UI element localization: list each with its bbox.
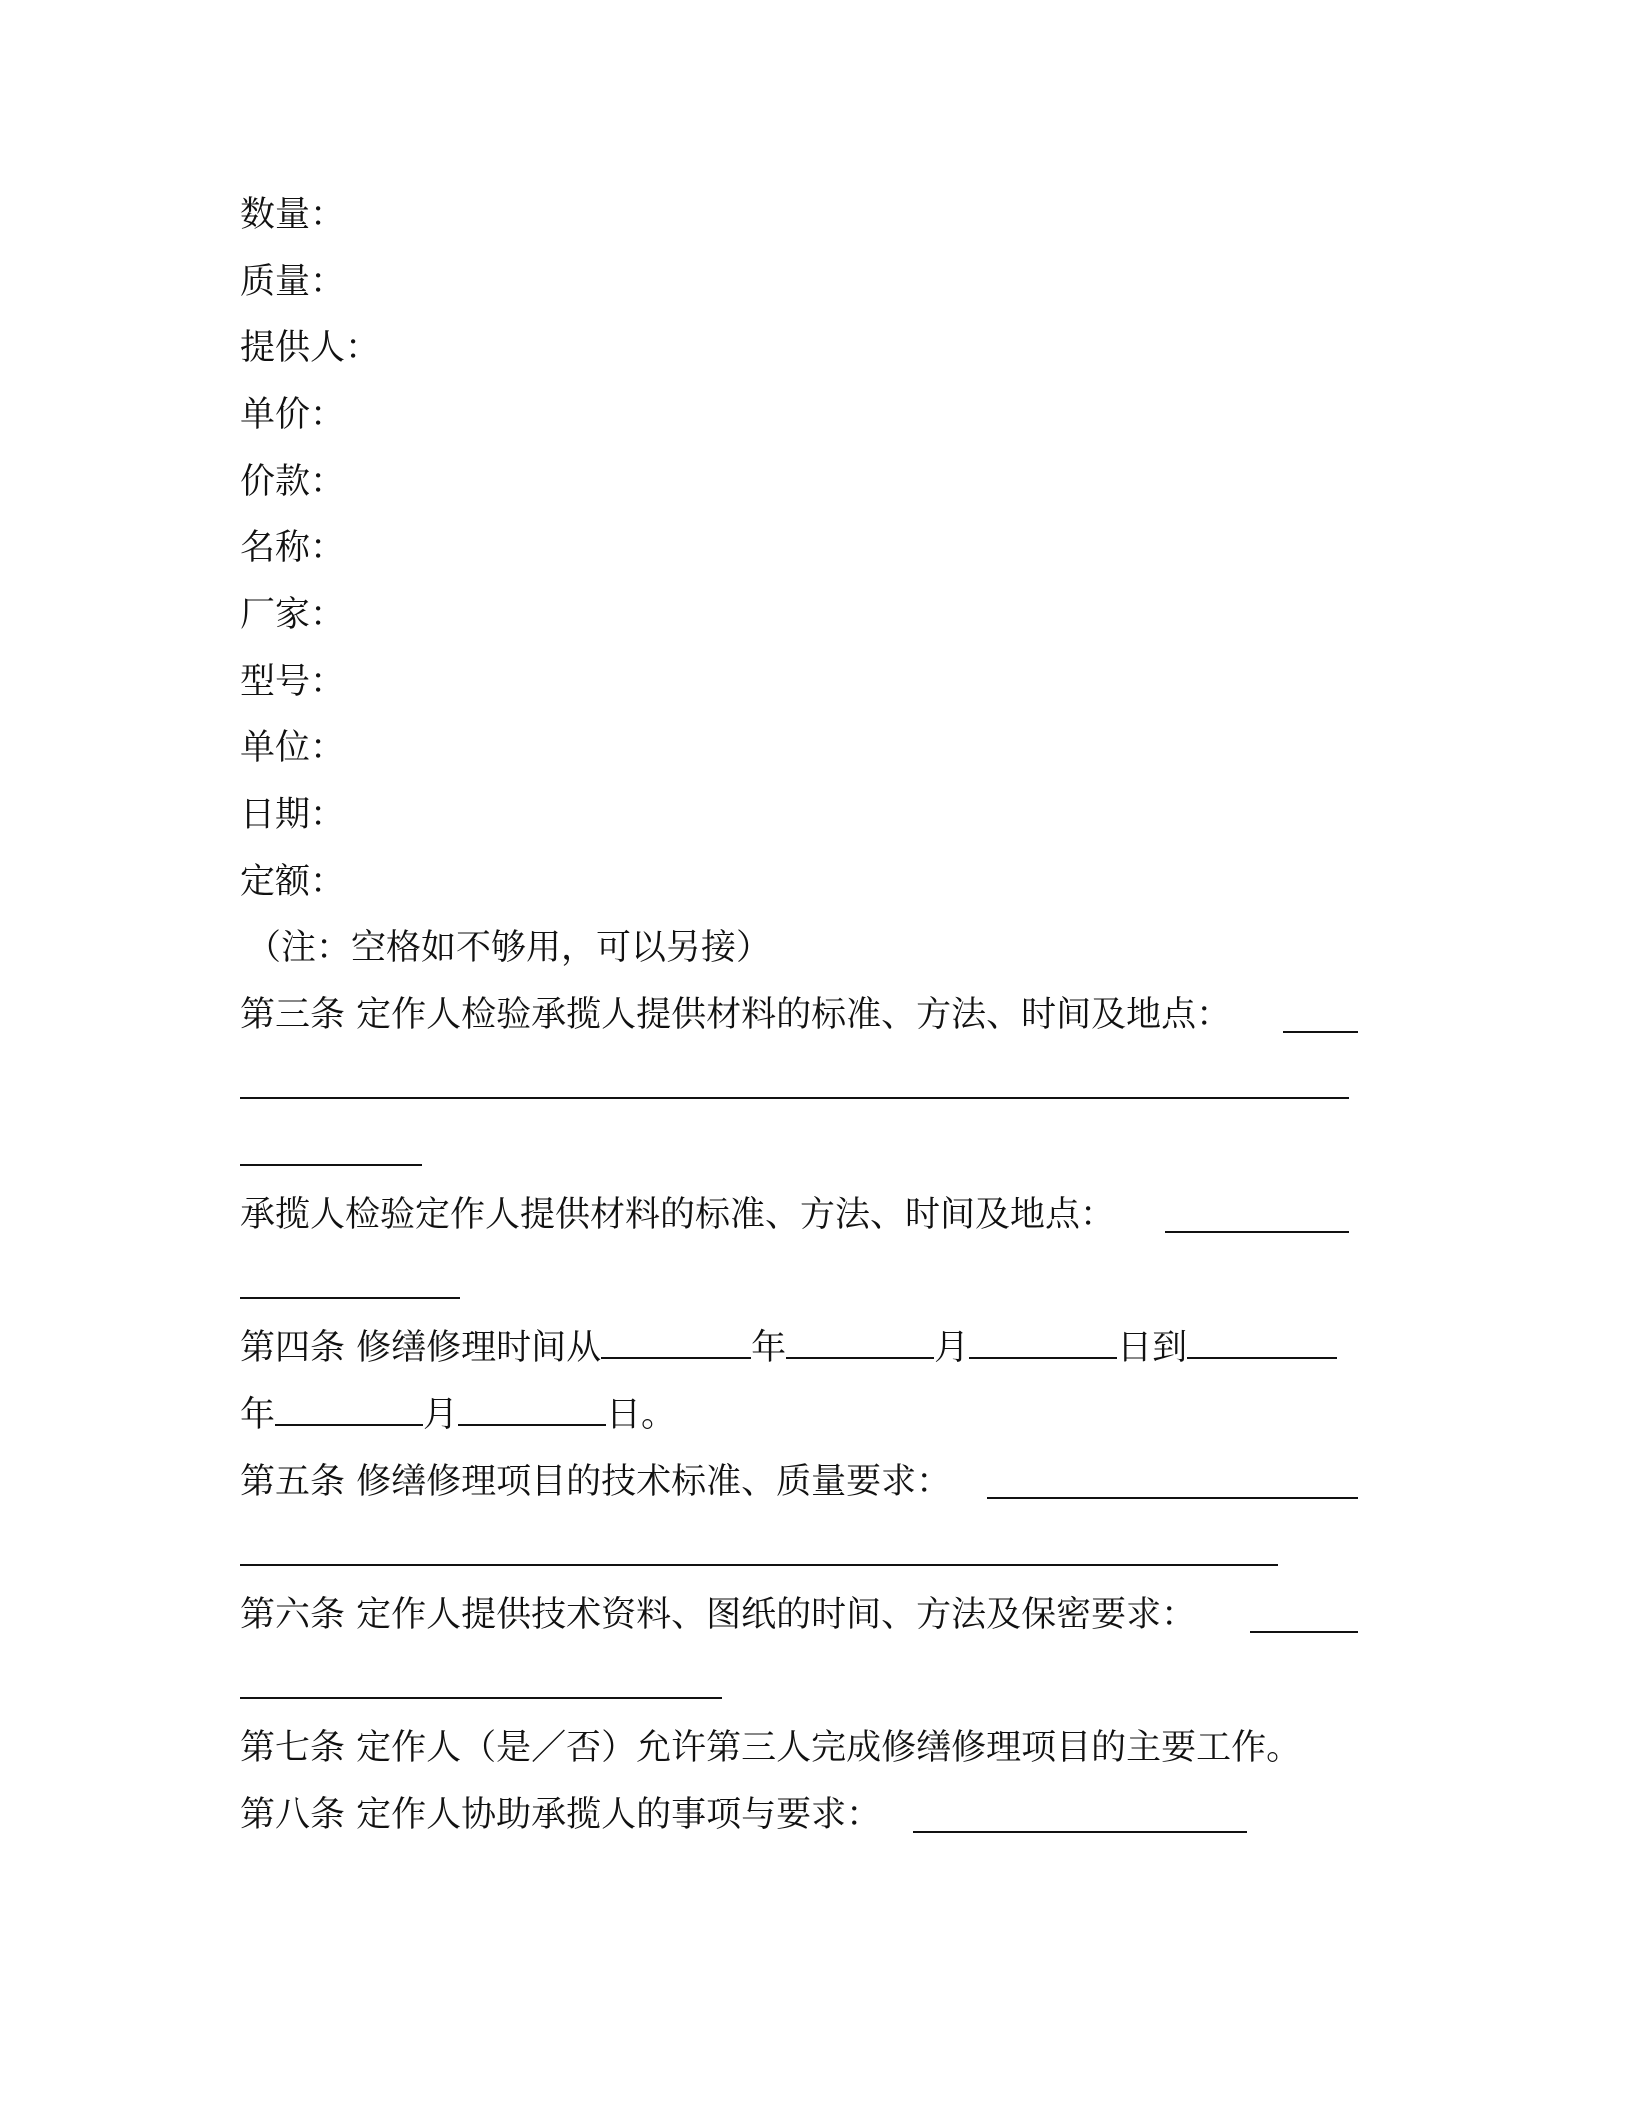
field-quota: 定额： — [240, 862, 346, 902]
article-5-blank-1 — [987, 1497, 1358, 1499]
field-model: 型号： — [240, 662, 346, 702]
article-6-blank-2 — [240, 1697, 722, 1699]
field-unit: 单位： — [240, 728, 346, 768]
article-3-blank-3 — [240, 1164, 422, 1166]
article-4-day-to-label: 日到 — [1117, 1328, 1188, 1368]
field-name: 名称： — [240, 528, 346, 568]
article-4-text: 第四条 修缮修理时间从 — [240, 1328, 602, 1368]
field-quality: 质量： — [240, 262, 346, 302]
article-4-day-blank — [969, 1327, 1117, 1359]
article-7-text: 第七条 定作人（是／否）允许第三人完成修缮修理项目的主要工作。 — [240, 1728, 1302, 1768]
article-4-end-day-blank — [458, 1394, 606, 1426]
article-5-blank-2 — [240, 1564, 1278, 1566]
article-4-year-label: 年 — [751, 1328, 787, 1368]
field-quantity: 数量： — [240, 195, 346, 235]
article-3-sub-blank-1 — [1165, 1231, 1349, 1233]
article-4-day-end-label: 日。 — [606, 1395, 677, 1435]
article-3-sub-text: 承揽人检验定作人提供材料的标准、方法、时间及地点： — [240, 1195, 1116, 1235]
article-4-month-blank — [786, 1327, 934, 1359]
article-8-text: 第八条 定作人协助承揽人的事项与要求： — [240, 1795, 882, 1835]
note-text: （注：空格如不够用，可以另接） — [246, 928, 772, 968]
field-provider: 提供人： — [240, 328, 381, 368]
article-4-year2-label: 年 — [240, 1395, 276, 1435]
article-3-blank-2 — [240, 1097, 1349, 1099]
article-4-month-label: 月 — [934, 1328, 970, 1368]
article-6-text: 第六条 定作人提供技术资料、图纸的时间、方法及保密要求： — [240, 1595, 1197, 1635]
field-manufacturer: 厂家： — [240, 595, 346, 635]
article-8-blank — [913, 1831, 1247, 1833]
article-5-text: 第五条 修缮修理项目的技术标准、质量要求： — [240, 1462, 952, 1502]
field-payment: 价款： — [240, 462, 346, 502]
article-3-text: 第三条 定作人检验承揽人提供材料的标准、方法、时间及地点： — [240, 995, 1232, 1035]
article-4-month2-label: 月 — [423, 1395, 459, 1435]
article-4-year-blank — [601, 1327, 751, 1359]
field-unit-price: 单价： — [240, 395, 346, 435]
article-4-end-year-blank — [1187, 1327, 1337, 1359]
article-6-blank-1 — [1250, 1631, 1358, 1633]
article-4-end-month-blank — [275, 1394, 423, 1426]
article-3-blank-1 — [1283, 1031, 1358, 1033]
article-4-line-1 — [240, 1323, 1337, 1373]
article-3-sub-blank-2 — [240, 1297, 460, 1299]
field-date: 日期： — [240, 795, 346, 835]
article-4-line-2 — [240, 1390, 676, 1440]
